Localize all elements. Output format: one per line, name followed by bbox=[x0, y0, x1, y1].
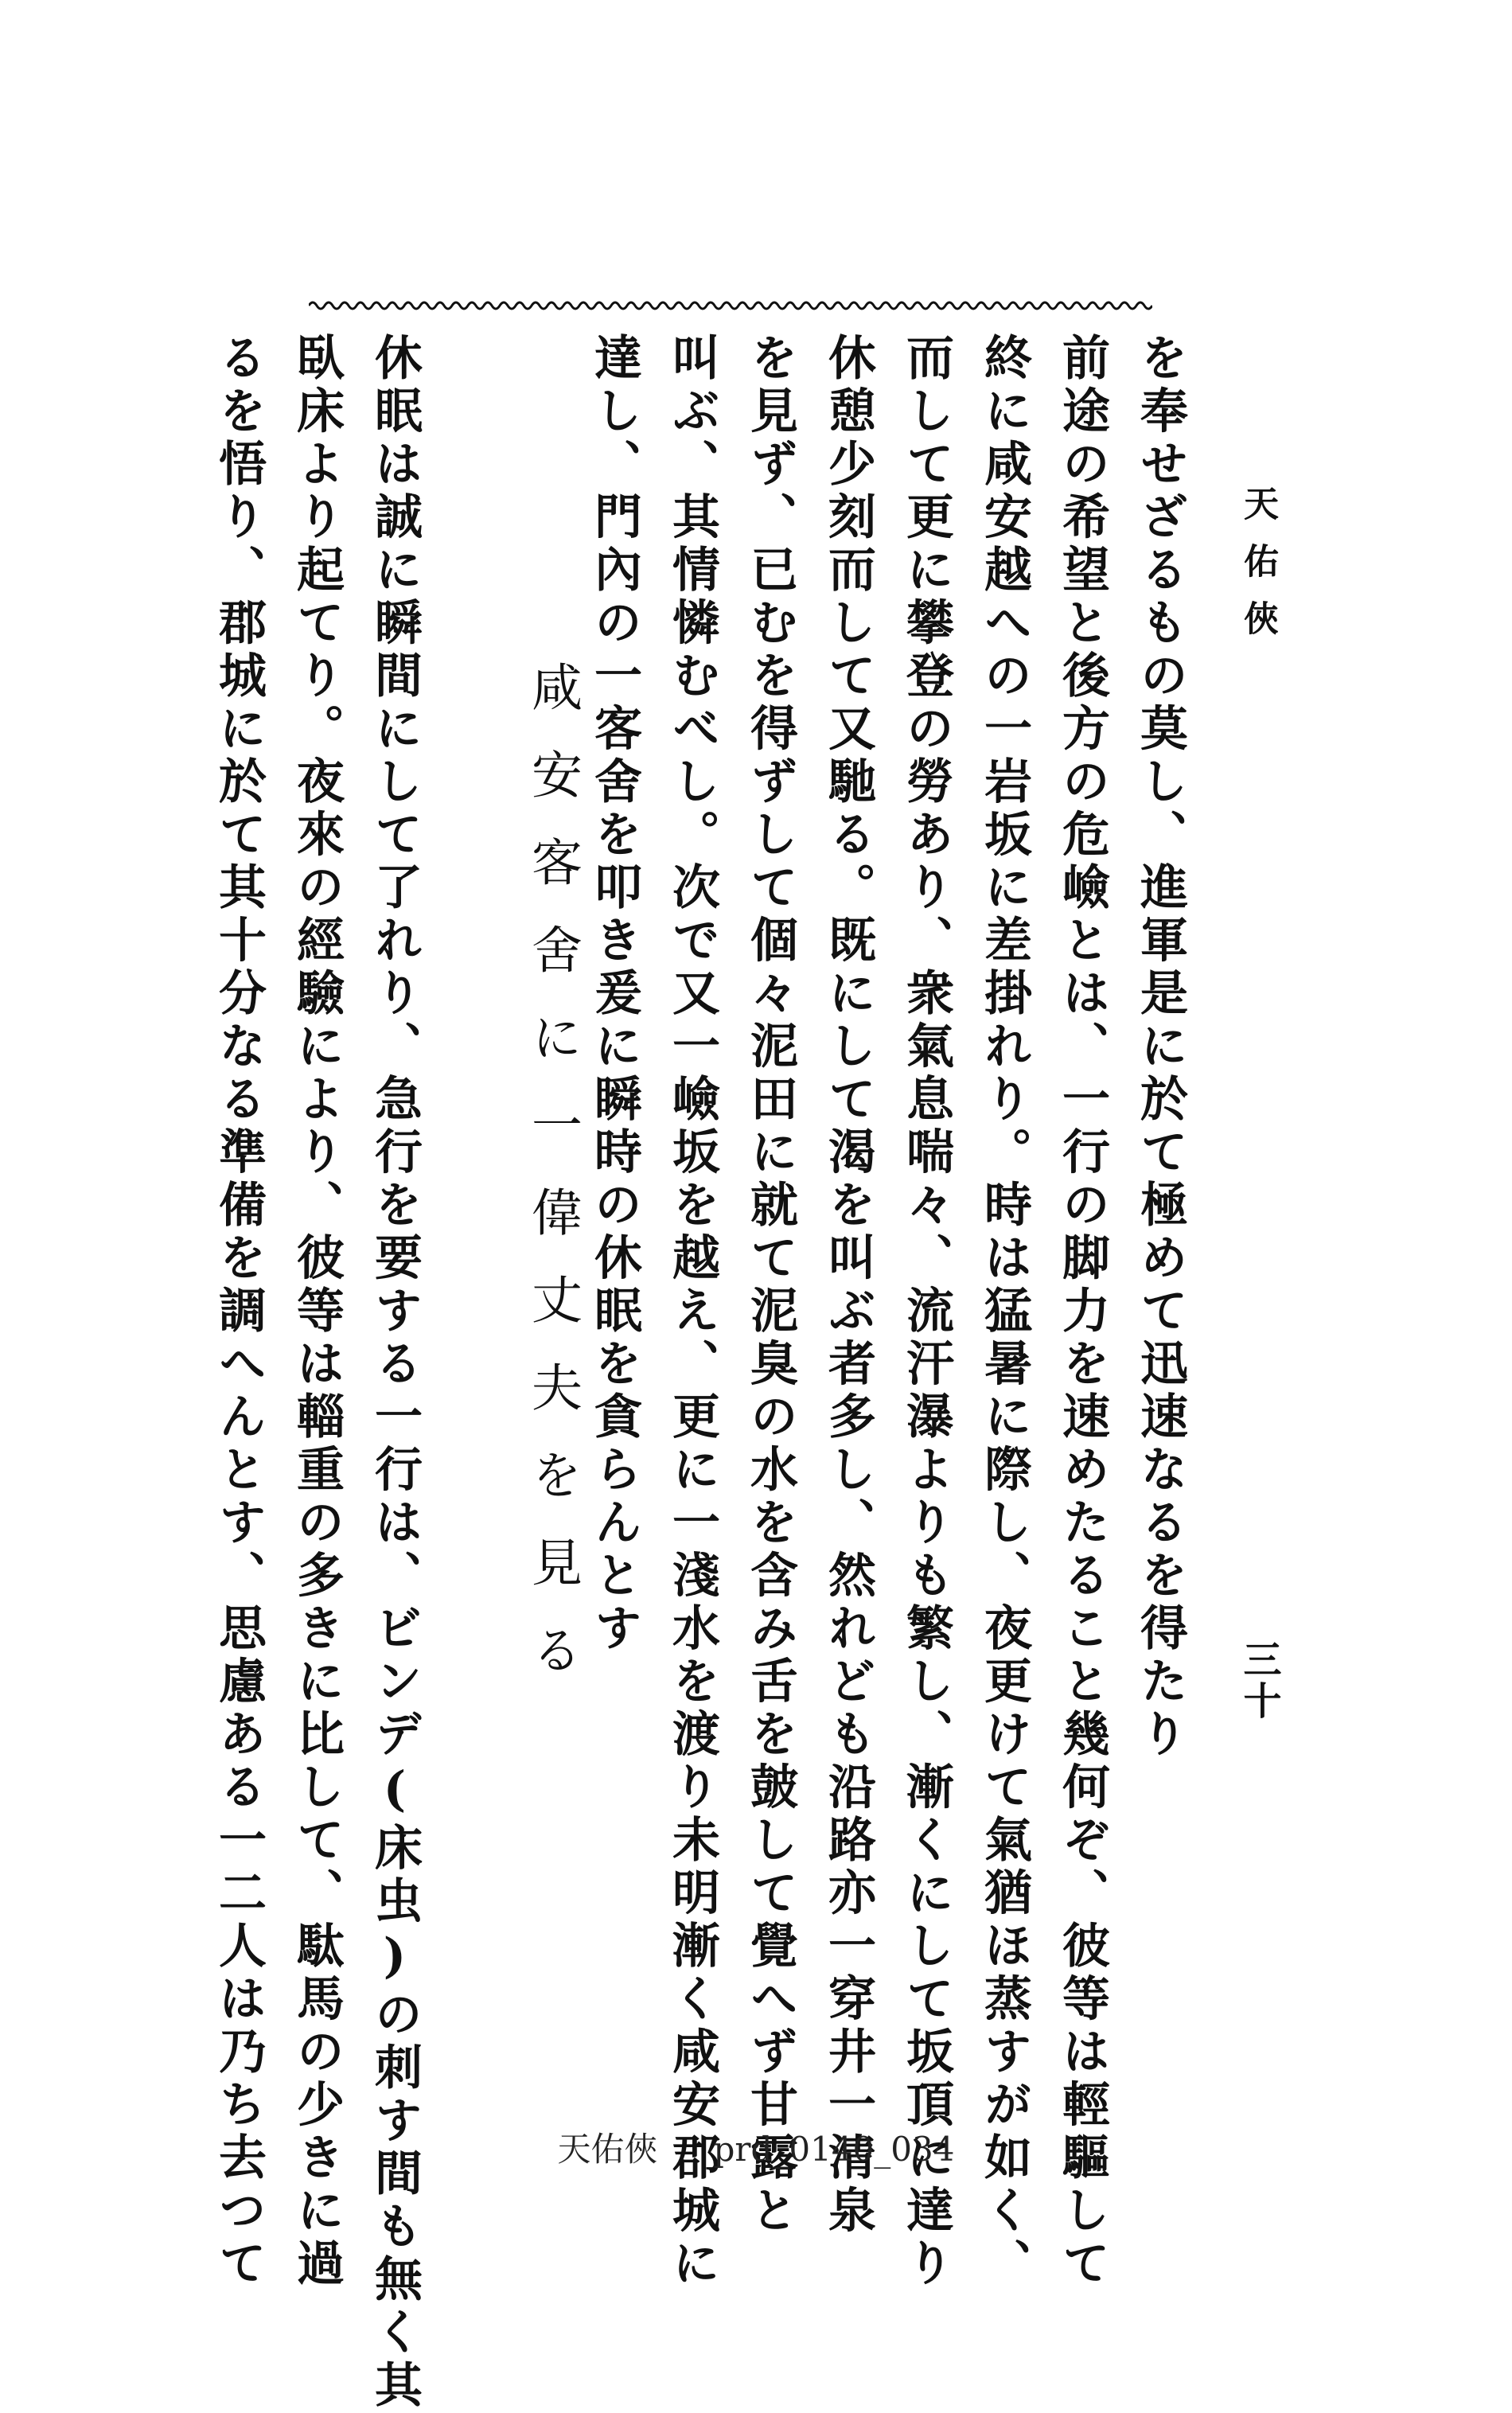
text-column: 終に咸安越への一岩坂に差掛れり。時は猛暑に際し、夜更けて氣猶ほ蒸すが如く、 bbox=[976, 333, 1032, 2291]
text-column: 休憩少刻而して又馳る。既にして渴を叫ぶ者多し、然れども沿路亦一穿井一清泉 bbox=[820, 333, 876, 2238]
footer-caption bbox=[0, 2123, 1512, 2171]
text-column: を奉せざるもの莫し、進軍是に於て極めて迅速なるを得たり bbox=[1132, 333, 1188, 1762]
text-column: 達し、門內の一客舍を叩き爰に瞬時の休眠を貪らんとす bbox=[586, 333, 642, 1656]
text-column: 前途の希望と後方の危嶮とは、一行の脚力を速めたること幾何ぞ、彼等は輕驅して bbox=[1054, 333, 1110, 2291]
text-column: 叫ぶ、其情憐むべし。次で又一嶮坂を越え、更に一淺水を渡り未明漸く咸安郡城に bbox=[664, 333, 720, 2291]
text-column: を見ず、已むを得ずして個々泥田に就て泥臭の水を含み舌を皷して覺へず甘露と bbox=[742, 333, 798, 2238]
footer-code: prd_0140_034 bbox=[713, 2130, 955, 2169]
text-column: 而して更に攀登の勞あり、衆氣息喘々、流汗瀑よりも繁し、漸くにして坂頂に達り bbox=[898, 333, 954, 2291]
text-column: 休眠は誠に瞬間にして了れり、急行を要する一行は、ビンデ(床虫)の刺す間も無く其 bbox=[367, 333, 423, 2413]
text-column: 臥床より起てり。夜來の經驗により、彼等は輜重の多きに比して、駄馬の少きに過 bbox=[289, 333, 345, 2291]
section-heading: 咸安客舍に一偉丈夫を見る bbox=[523, 661, 582, 1711]
wavy-rule bbox=[309, 296, 1152, 315]
page-number: 三十 bbox=[1237, 1639, 1281, 1722]
footer-title: 天佑俠 bbox=[557, 2130, 658, 2169]
running-title: 天佑俠 bbox=[1237, 485, 1278, 657]
text-column: るを悟り、郡城に於て其十分なる準備を調へんとす、思慮ある一二人は乃ち去つて bbox=[211, 333, 267, 2291]
